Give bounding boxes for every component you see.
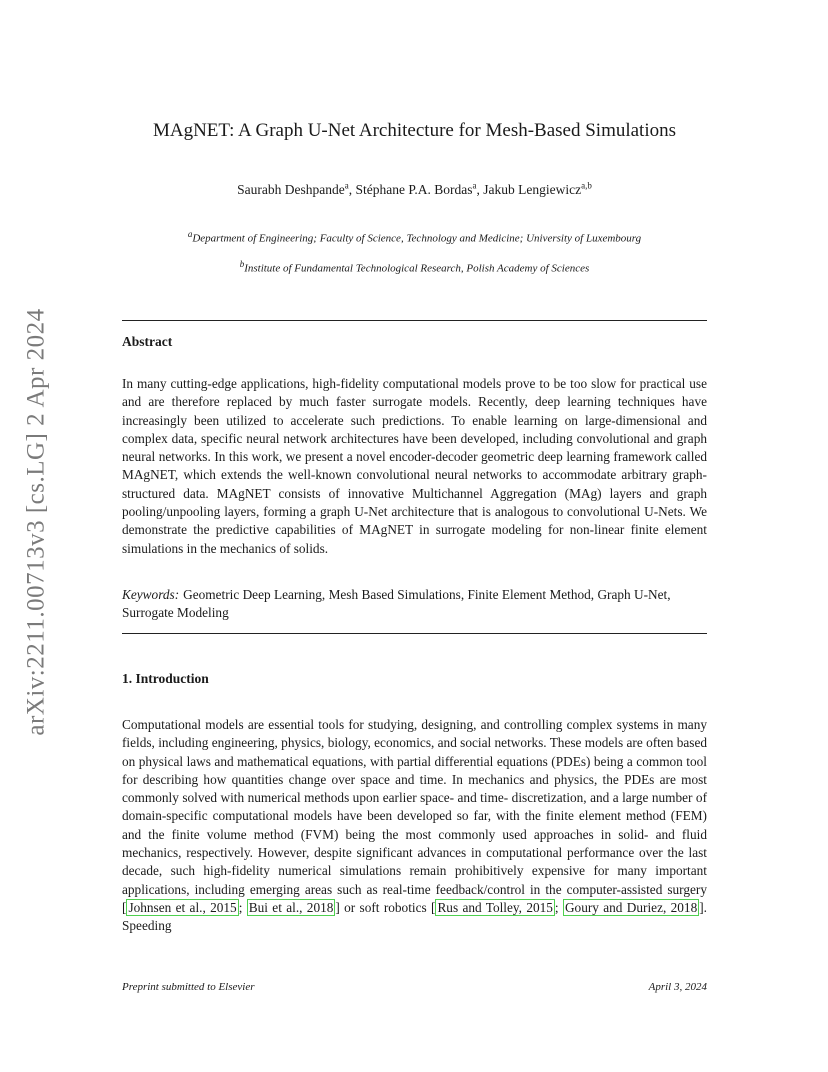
- abstract-heading: Abstract: [122, 334, 173, 349]
- section-heading-introduction: 1. Introduction: [122, 671, 209, 686]
- keywords: [122, 586, 707, 623]
- arxiv-watermark: [22, 292, 52, 752]
- author: Saurabh Deshpande$^a$,: [237, 180, 356, 197]
- footer-date: April 3, 2024: [648, 981, 707, 993]
- affiliation-a: $^a$Department of Engineering; Faculty of Science, Technology and Medicine; University of Luxembourg: [187, 229, 642, 245]
- author: Jakub Lengiewicz$^{a,b}$: [483, 180, 592, 197]
- affiliation-b: $^b$Institute of Fundamental Technological Research, Polish Academy of Sciences: [239, 259, 590, 275]
- divider: [122, 633, 707, 634]
- introduction-text: Computational models are essential tools for studying, designing, and controlling complex systems in many fields, including engineering, physics, biology, economics, and social networks. These models are often based on physical laws and mathematical equations, with partial differential equations (PDEs) being a common tool for describing how quantities change over space and time. In mechanics and physics, the PDEs are most commonly solved with numerical methods upon earlier space- and time- discretization, and a large number of domain-specific computational models have been developed so far, with the finite element method (FEM) and the finite volume method (FVM) being the most commonly used approaches in solid- and fluid mechanics, respectively. However, despite significant advances in computational performance over the last decade, such high-fidelity numerical simulations remain prohibitively expensive for many important applications, including emerging areas such as real-time feedback/control in the computer-assisted surgery [ Johnsen et al., 2015 ; Bui et al., 2018 ] or soft robotics [ Rus and Tolley, 2015 ; Goury and Duriez, 2018 ]. Speeding: [122, 717, 707, 934]
- abstract-text: In many cutting-edge applications, high-fidelity computational models prove to be too slow for practical use and are therefore replaced by much faster surrogate models. Recently, deep learning techniques have increasingly been utilized to accelerate such predictions. To enable learning on large-dimensional and complex data, specific neural network architectures have been developed, including convolutional and graph neural networks. In this work, we present a novel encoder-decoder geometric deep learning framework called MAgNET, which extends the well-known convolutional neural networks to accommodate arbitrary graph-structured data. MAgNET consists of innovative Multichannel Aggregation (MAg) layers and graph pooling/unpooling layers, forming a graph U-Net architecture that is analogous to convolutional U-Nets. We demonstrate the predictive capabilities of MAgNET in surrogate modeling for non-linear finite element simulations in the mechanics of solids.: [122, 376, 707, 556]
- citation-link[interactable]: Goury and Duriez, 2018: [564, 899, 698, 915]
- arxiv-watermark-text: arXiv:2211.00713v3 [cs.LG] 2 Apr 2024: [23, 308, 50, 736]
- footer-left: Preprint submitted to Elsevier: [122, 981, 255, 993]
- divider: [122, 320, 707, 321]
- author: Stéphane P.A. Bordas$^a$,: [355, 180, 484, 197]
- citation-link[interactable]: Johnsen et al., 2015: [128, 899, 237, 915]
- keywords-label: Keywords:: [122, 587, 180, 602]
- keywords-text: Geometric Deep Learning, Mesh Based Simulations, Finite Element Method, Graph U-Net, Surrogate Modeling: [122, 587, 671, 621]
- citation-link[interactable]: Rus and Tolley, 2015: [437, 899, 553, 915]
- author-list: [122, 180, 707, 198]
- page-footer: [122, 981, 707, 993]
- paper-title: MAgNET: A Graph U-Net Architecture for Mesh-Based Simulations: [152, 120, 677, 141]
- citation-link[interactable]: Bui et al., 2018: [248, 899, 334, 915]
